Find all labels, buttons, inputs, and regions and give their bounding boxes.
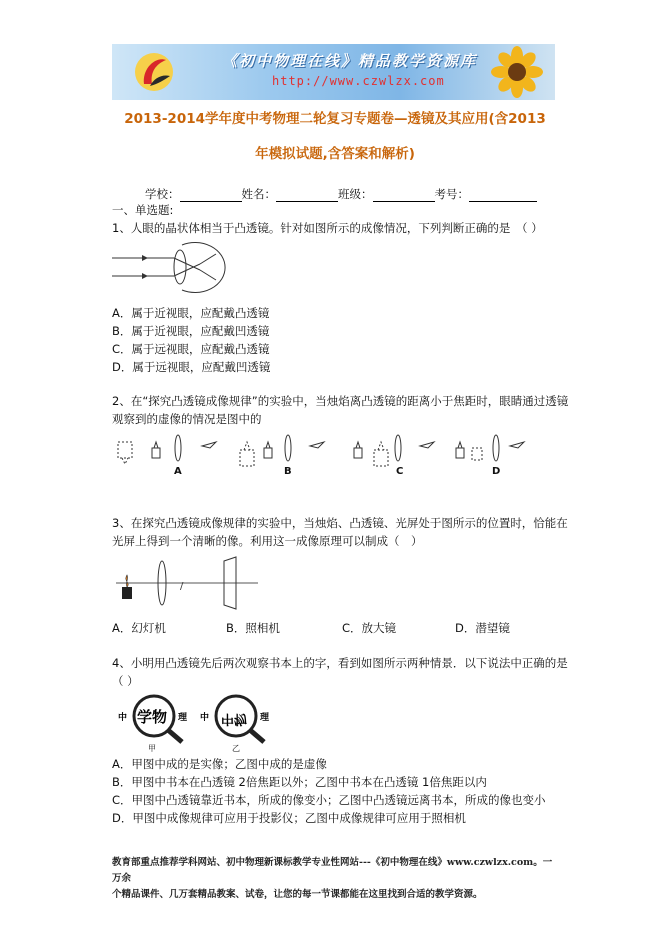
banner-title: 《初中物理在线》精品教学资源库 bbox=[222, 52, 478, 70]
q1-option-b: B．属于近视眼，应配戴凹透镜 bbox=[112, 324, 270, 338]
q4-option-d: D．甲图中成像规律可应用于投影仪；乙图中成像规律可应用于照相机 bbox=[112, 811, 466, 825]
class-blank[interactable] bbox=[373, 189, 435, 202]
q4-fig-caption-right: 乙 bbox=[232, 744, 240, 753]
exam-no-label: 考号： bbox=[434, 187, 469, 201]
page-footer bbox=[112, 855, 558, 903]
exam-no-blank[interactable] bbox=[469, 189, 537, 202]
q4-fig-side-right2: 理 bbox=[260, 713, 270, 723]
q3-option-d: D．潜望镜 bbox=[455, 621, 510, 635]
q1-eye-figure bbox=[112, 240, 247, 300]
class-label: 班级： bbox=[338, 187, 373, 201]
school-label: 学校： bbox=[145, 187, 180, 201]
q1-option-c: C．属于远视眼，应配戴凸透镜 bbox=[112, 342, 270, 356]
q1-option-d: D．属于远视眼，应配戴凹透镜 bbox=[112, 360, 271, 374]
q4-fig-left-text: 学物 bbox=[137, 708, 168, 726]
q2-label-b: B bbox=[284, 466, 292, 477]
school-blank[interactable] bbox=[180, 189, 242, 202]
banner-url[interactable]: http://www.czwlzx.com bbox=[272, 74, 445, 88]
q3-optical-bench-figure bbox=[112, 555, 262, 610]
q3-option-b: B．照相机 bbox=[226, 621, 280, 635]
q2-label-d: D bbox=[492, 466, 501, 477]
q2-stem-line1: 2、在“探究凸透镜成像规律”的实验中，当烛焰离凸透镜的距离小于焦距时，眼睛通过透镜 bbox=[112, 394, 569, 408]
q4-option-a: A．甲图中成的是实像；乙图中成的是虚像 bbox=[112, 757, 327, 771]
document-title-line1: 2013-2014学年度中考物理二轮复习专题卷—透镜及其应用(含2013 bbox=[124, 111, 546, 127]
q4-stem-line1: 4、小明用凸透镜先后两次观察书本上的字，看到如图所示两种情景．以下说法中正确的是 bbox=[112, 656, 568, 670]
q2-label-a: A bbox=[174, 466, 182, 477]
name-blank[interactable] bbox=[276, 189, 338, 202]
q4-stem-line2: （ ） bbox=[112, 674, 139, 688]
footer-line2: 个精品课件、几万套精品教案、试卷，让您的每一节课都能在这里找到合适的教学资源。 bbox=[112, 889, 483, 900]
document-title bbox=[112, 104, 558, 170]
q2-label-c: C bbox=[396, 466, 404, 477]
q4-fig-side-left2: 中 bbox=[200, 713, 210, 723]
q4-option-c: C．甲图中凸透镜靠近书本，所成的像变小；乙图中凸透镜远离书本，所成的像也变小 bbox=[112, 793, 546, 807]
section-heading: 一、单选题: bbox=[112, 203, 174, 217]
q4-option-b: B．甲图中书本在凸透镜 2倍焦距以外；乙图中书本在凸透镜 1倍焦距以内 bbox=[112, 775, 487, 789]
q3-option-c: C．放大镜 bbox=[342, 621, 397, 635]
q2-stem-line2: 观察到的虚像的情况是图中的 bbox=[112, 412, 262, 426]
q3-stem-line1: 3、在探究凸透镜成像规律的实验中，当烛焰、凸透镜、光屏处于图所示的位置时，恰能在 bbox=[112, 516, 568, 530]
name-label: 姓名： bbox=[241, 187, 276, 201]
q1-stem: 1、人眼的晶状体相当于凸透镜。针对如图所示的成像情况，下列判断正确的是 （ ） bbox=[112, 221, 543, 235]
document-title-line2: 年模拟试题,含答案和解析) bbox=[255, 146, 415, 162]
site-logo-icon bbox=[132, 50, 176, 94]
q4-fig-caption-left: 甲 bbox=[148, 744, 156, 753]
q4-fig-right-text: 中物 bbox=[221, 711, 248, 726]
sunflower-icon bbox=[477, 46, 547, 98]
q4-magnifier-figure bbox=[112, 690, 287, 750]
q4-fig-side-right: 理 bbox=[178, 713, 188, 723]
q3-option-a: A．幻灯机 bbox=[112, 621, 166, 635]
svg-text:/: / bbox=[180, 581, 184, 592]
q1-option-a: A．属于近视眼，应配戴凸透镜 bbox=[112, 306, 270, 320]
q4-fig-side-left: 中 bbox=[118, 713, 128, 723]
footer-line1: 教育部重点推荐学科网站、初中物理新课标教学专业性网站---《初中物理在线》www.czwlzx.com。一万余 bbox=[112, 857, 553, 884]
q3-stem-line2: 光屏上得到一个清晰的像。利用这一成像原理可以制成（ ） bbox=[112, 534, 423, 548]
header-banner bbox=[112, 44, 555, 100]
student-info-line bbox=[145, 186, 537, 202]
